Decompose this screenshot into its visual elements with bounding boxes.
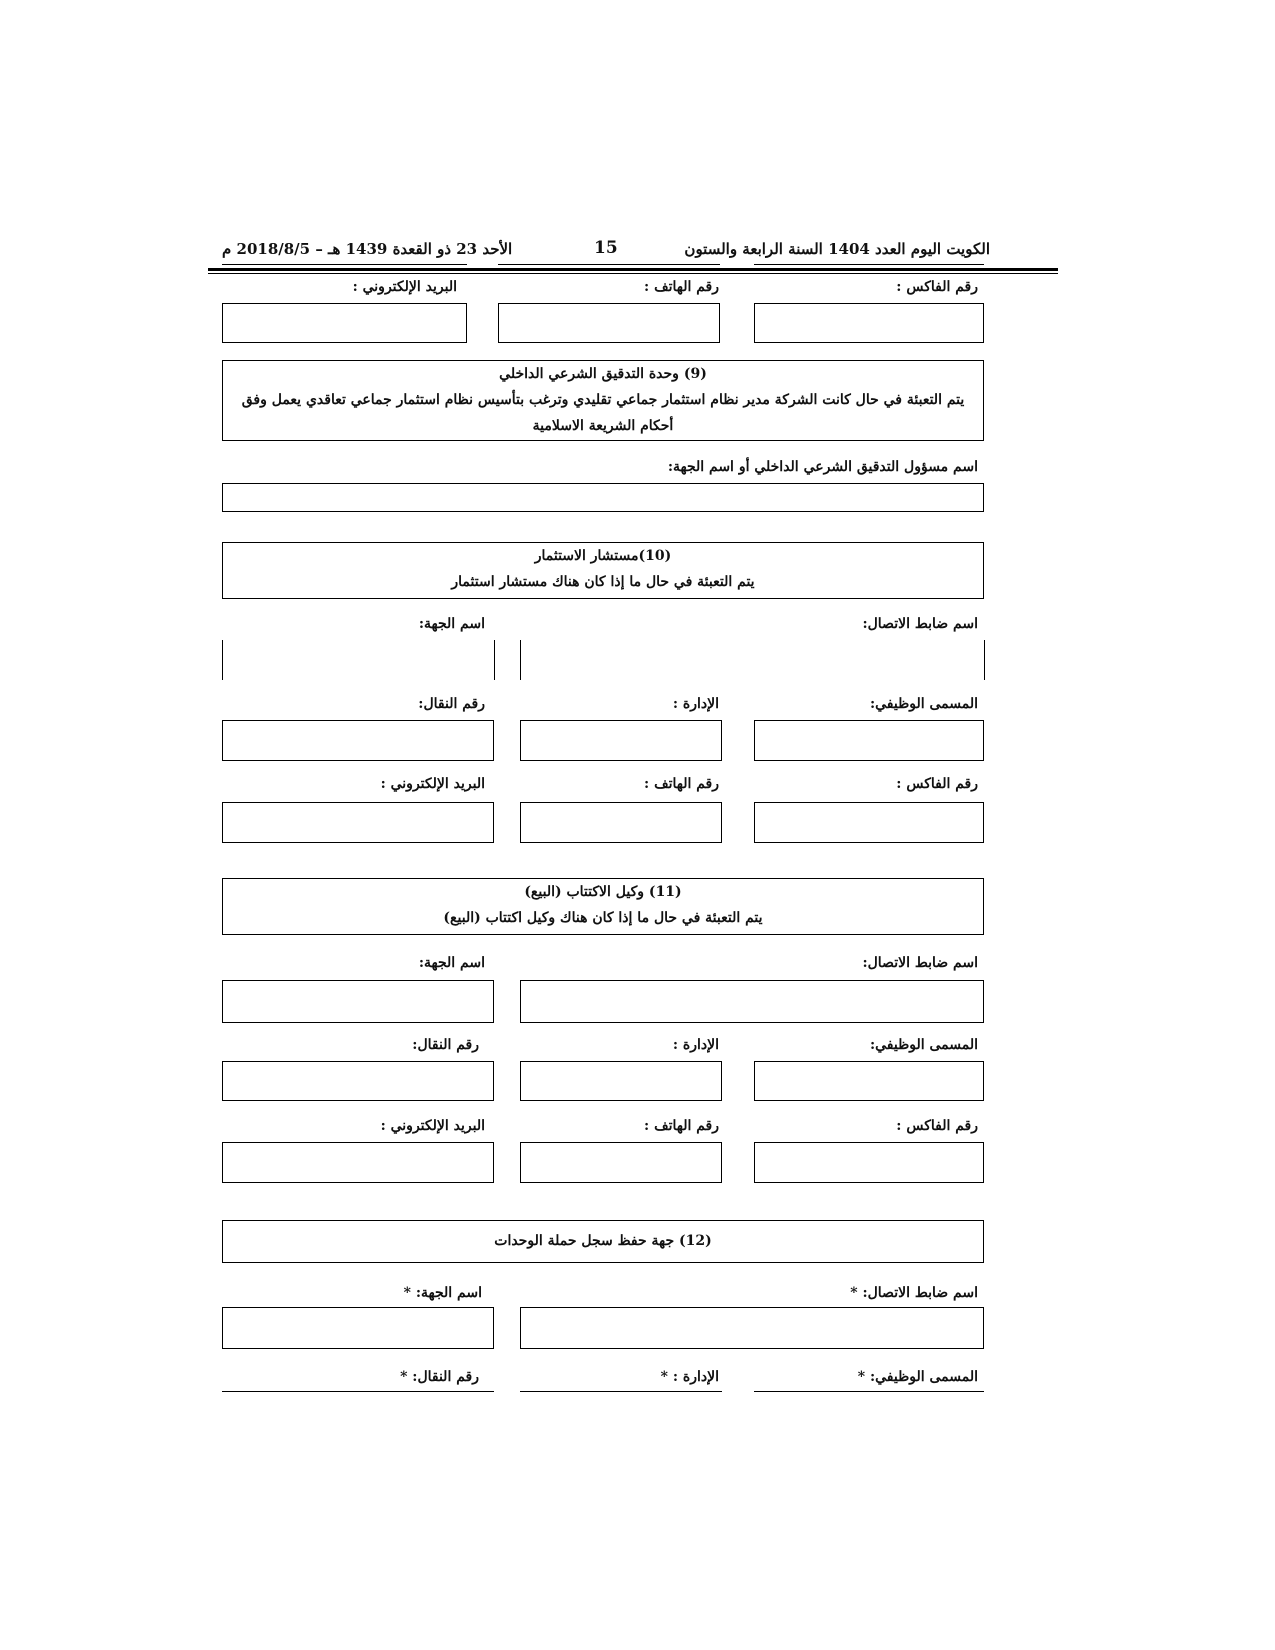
s12-entity-label: اسم الجهة: * — [403, 1285, 482, 1301]
email-top-rule — [222, 264, 467, 265]
s11-contact-field[interactable] — [520, 980, 984, 1023]
s11-email-field[interactable] — [222, 1142, 494, 1183]
s10-job-title-label: المسمى الوظيفي: — [869, 696, 978, 712]
s12-job-title-field-top[interactable] — [754, 1391, 984, 1392]
s12-department-label: الإدارة : * — [660, 1369, 719, 1385]
s11-entity-field[interactable] — [222, 980, 494, 1023]
s11-mobile-field[interactable] — [222, 1061, 494, 1101]
s11-contact-label: اسم ضابط الاتصال: — [862, 955, 978, 971]
s12-job-title-label: المسمى الوظيفي: * — [857, 1369, 978, 1385]
section-9-box — [222, 360, 984, 441]
fax-field[interactable] — [754, 303, 984, 343]
s10-mobile-field[interactable] — [222, 720, 494, 761]
sharia-audit-officer-label: اسم مسؤول التدقيق الشرعي الداخلي أو اسم الجهة: — [667, 459, 978, 475]
fax-label: رقم الفاكس : — [896, 279, 978, 295]
fax-top-rule — [754, 264, 984, 265]
s10-entity-label: اسم الجهة: — [418, 616, 485, 632]
s11-phone-label: رقم الهاتف : — [644, 1118, 719, 1134]
s11-department-field[interactable] — [520, 1061, 722, 1101]
s10-department-field[interactable] — [520, 720, 722, 761]
s10-department-label: الإدارة : — [672, 696, 719, 712]
section-9-description: يتم التعبئة في حال كانت الشركة مدير نظام استثمار جماعي تقليدي وترغب بتأسيس نظام استثمار جماعي تعاقدي يعمل وفق أحكام الشريعة الاسلامية — [241, 392, 965, 434]
s11-email-label: البريد الإلكتروني : — [380, 1118, 485, 1134]
section-11-description: يتم التعبئة في حال ما إذا كان هناك وكيل اكتتاب (البيع) — [443, 910, 763, 926]
section-11-box — [222, 878, 984, 935]
s11-fax-field[interactable] — [754, 1142, 984, 1183]
s10-email-field[interactable] — [222, 802, 494, 843]
header-rule-thin — [208, 273, 1058, 274]
s11-mobile-label: رقم النقال: — [412, 1037, 479, 1053]
s10-fax-field[interactable] — [754, 802, 984, 843]
s11-phone-field[interactable] — [520, 1142, 722, 1183]
s11-fax-label: رقم الفاكس : — [896, 1118, 978, 1134]
sharia-audit-officer-field[interactable] — [222, 483, 984, 512]
journal-issue-title: الكويت اليوم العدد 1404 السنة الرابعة والستون — [684, 240, 990, 258]
s12-mobile-field-top[interactable] — [222, 1391, 494, 1392]
phone-top-rule — [498, 264, 720, 265]
s10-contact-field-edge-left[interactable] — [520, 640, 521, 680]
section-9-title: (9) وحدة التدقيق الشرعي الداخلي — [499, 366, 707, 382]
section-10-title: (10)مستشار الاستثمار — [534, 548, 672, 564]
s10-entity-field-edge — [494, 640, 495, 680]
email-label: البريد الإلكتروني : — [352, 279, 457, 295]
issue-date: الأحد 23 ذو القعدة 1439 هـ – 2018/8/5 م — [222, 240, 513, 258]
header-rule-thick — [208, 268, 1058, 271]
section-10-description: يتم التعبئة في حال ما إذا كان هناك مستشار استثمار — [451, 574, 755, 590]
s11-job-title-label: المسمى الوظيفي: — [869, 1037, 978, 1053]
section-10-box — [222, 542, 984, 599]
s10-phone-field[interactable] — [520, 802, 722, 843]
section-12-box — [222, 1220, 984, 1263]
s10-job-title-field[interactable] — [754, 720, 984, 761]
s12-contact-label: اسم ضابط الاتصال: * — [850, 1285, 978, 1301]
s10-phone-label: رقم الهاتف : — [644, 776, 719, 792]
s12-entity-field[interactable] — [222, 1307, 494, 1349]
page-number: 15 — [594, 238, 618, 258]
s11-job-title-field[interactable] — [754, 1061, 984, 1101]
s10-email-label: البريد الإلكتروني : — [380, 776, 485, 792]
s10-contact-field-edge — [984, 640, 985, 680]
s11-department-label: الإدارة : — [672, 1037, 719, 1053]
section-12-title: (12) جهة حفظ سجل حملة الوحدات — [494, 1233, 712, 1249]
s10-entity-field-edge-left[interactable] — [222, 640, 223, 680]
s10-contact-label: اسم ضابط الاتصال: — [862, 616, 978, 632]
s12-mobile-label: رقم النقال: * — [400, 1369, 479, 1385]
s12-contact-field[interactable] — [520, 1307, 984, 1349]
email-field[interactable] — [222, 303, 467, 343]
phone-label: رقم الهاتف : — [644, 279, 719, 295]
section-11-title: (11) وكيل الاكتتاب (البيع) — [524, 884, 682, 900]
s12-department-field-top[interactable] — [520, 1391, 722, 1392]
phone-field[interactable] — [498, 303, 720, 343]
s11-entity-label: اسم الجهة: — [418, 955, 485, 971]
s10-fax-label: رقم الفاكس : — [896, 776, 978, 792]
s10-mobile-label: رقم النقال: — [418, 696, 485, 712]
